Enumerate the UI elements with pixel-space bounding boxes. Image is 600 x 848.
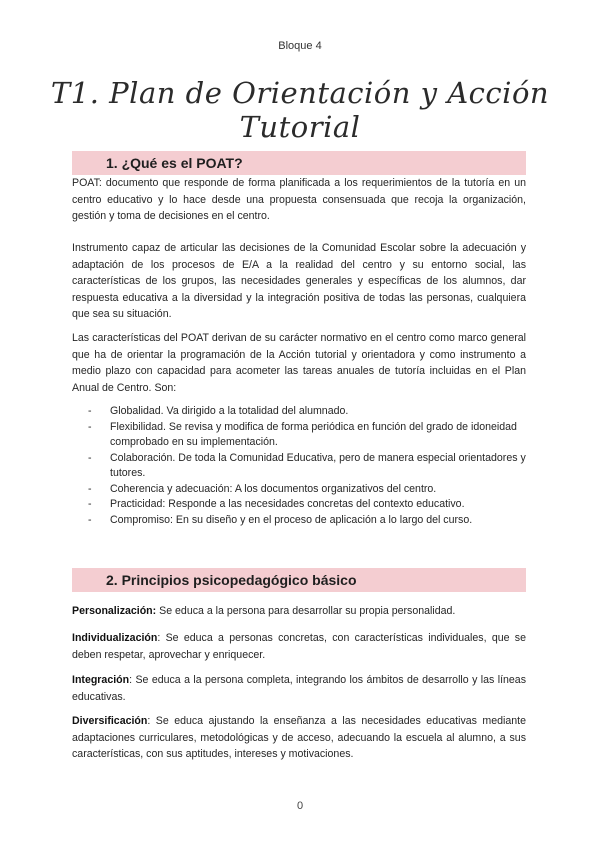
list-item: - Colaboración. De toda la Comunidad Educativa, pero de manera especial orientadores y tutores.: [88, 451, 526, 479]
bullet-dash: -: [88, 420, 92, 433]
list-item: - Globalidad. Va dirigido a la totalidad del alumnado.: [88, 404, 526, 420]
principle-text: Se educa a la persona para desarrollar su propia personalidad.: [156, 605, 456, 617]
principle-term: Personalización:: [72, 605, 157, 617]
principle-diversificacion: [72, 713, 526, 763]
document-title: T1. Plan de Orientación y Acción Tutorial: [50, 76, 550, 144]
principle-integracion: [72, 672, 526, 705]
principle-text: : Se educa ajustando la enseñanza a las necesidades educativas mediante adaptaciones curriculares, metodológicas y de acceso, adecuando la escuela al alumno, a sus características, con sus aptitudes, intereses y motivaciones.: [72, 715, 526, 760]
section-1-paragraph-3: Las características del POAT derivan de su carácter normativo en el centro como marco general que ha de orientar la programación de la Acción tutorial y orientadora y como instrumento a medio plazo con capacidad para acometer las tareas anuales de tutoría incluidas en el Plan Anual de Centro. Son:: [72, 332, 526, 394]
poat-characteristics-list: [88, 404, 526, 528]
principle-text: : Se educa a personas concretas, con características individuales, que se deben respetar, aprovechar y enriquecer.: [72, 632, 526, 661]
section-1-paragraph-1: POAT: documento que responde de forma planificada a los requerimientos de la tutoría en un centro educativo y lo hace desde una propuesta consensuada que recoja la organización, gestión y toma de decisiones en el centro.: [72, 177, 526, 222]
principle-personalizacion: [72, 603, 526, 620]
page-header-label: Bloque 4: [278, 40, 322, 52]
list-item: - Compromiso: En su diseño y en el proceso de aplicación a lo largo del curso.: [88, 513, 526, 529]
bullet-dash: -: [88, 405, 92, 417]
principle-individualizacion: [72, 630, 526, 663]
bullet-dash: -: [88, 482, 92, 495]
principle-text: : Se educa a la persona completa, integrando los ámbitos de desarrollo y las líneas educativas.: [72, 674, 526, 703]
list-item: - Flexibilidad. Se revisa y modifica de forma periódica en función del grado de idoneidad comprobado en su implementación.: [88, 420, 517, 448]
bullet-dash: -: [88, 498, 92, 510]
page-number: 0: [296, 800, 304, 812]
principle-term: Integración: [72, 674, 130, 686]
section-2-heading: 2. Principios psicopedagógico básico: [72, 568, 526, 592]
list-item: - Coherencia y adecuación: A los documentos organizativos del centro.: [88, 482, 526, 498]
bullet-dash: -: [88, 451, 92, 464]
section-1-paragraph-2: Instrumento capaz de articular las decisiones de la Comunidad Escolar sobre la adecuación y adaptación de los procesos de E/A a la realidad del centro y su entorno social, las características de los grupos, las necesidades generales y específicas de los alumnos, dar respuesta educativa a la diversidad y la integración positiva de todas las personas, cualquiera que sea su situación.: [72, 242, 526, 320]
list-item: - Practicidad: Responde a las necesidades concretas del contexto educativo.: [88, 497, 526, 513]
principle-term: Diversificación: [72, 715, 148, 727]
bullet-dash: -: [88, 513, 92, 526]
principle-term: Individualización: [72, 632, 158, 644]
section-1-heading: 1. ¿Qué es el POAT?: [72, 151, 526, 175]
